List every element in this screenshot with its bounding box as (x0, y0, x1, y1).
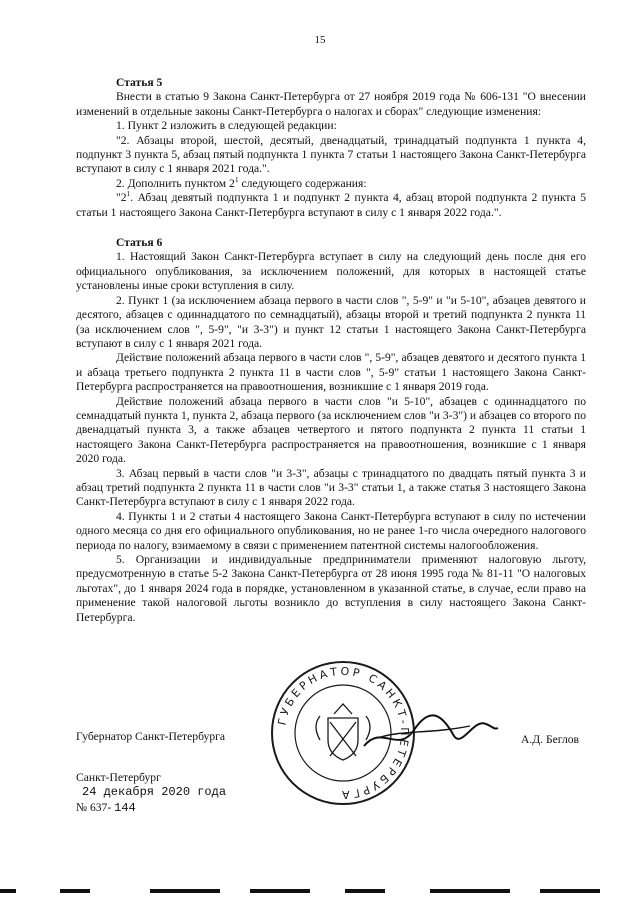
seal-ring-text: ГУБЕРНАТОР САНКТ-ПЕТЕРБУРГА (275, 664, 412, 802)
signer-name: А.Д. Беглов (521, 733, 580, 746)
law-number-suffix: 144 (114, 801, 136, 815)
article-5-intro: Внести в статью 9 Закона Санкт-Петербурга от 27 ноября 2019 года № 606-131 "О внесении изменений в отдельные законы Санкт-Петербурга о налогах и сборах" следующие изменения: (76, 90, 586, 118)
item-2-quote-b: . Абзац девятый подпункта 1 и подпункт 2 пункта 4, абзац второй подпункта 2 пункта 5 статьи 1 настоящего Закона Санкт-Петербурга вступают в силу с 1 января 2022 года.". (76, 191, 586, 219)
article-6-paragraph: 4. Пункты 1 и 2 статьи 4 настоящего Закона Санкт-Петербурга вступают в силу по истечении одного месяца со дня его официального опубликования, но не ранее 1-го числа очередного налогового периода по налогу, взимаемому в связи с применением патентной системы налогообложения. (76, 509, 586, 552)
article-5-item-1: 1. Пункт 2 изложить в следующей редакции: (116, 119, 337, 133)
article-6-paragraph: 1. Настоящий Закон Санкт-Петербурга вступает в силу на следующий день после дня его официального опубликования, за исключением положений, для которых в настоящей статье установлены иные сроки вступления в силу. (76, 250, 586, 293)
article-5-item-2-text (76, 191, 586, 220)
item-2-text-b: следующего содержания: (238, 176, 367, 190)
article-6-heading: Статья 6 (116, 236, 163, 250)
article-6-paragraph: Действие положений абзаца первого в части слов "и 5-10", абзацев с одиннадцатого по семнадцатый пункта 1, пункта 2, абзаца первого (за исключением слов "и 3-3") и абзацев со второго по двенадцатый пункта 3, а также абзацев четвертого и пятого подпункта 2 пункта 11 статьи 1 настоящего Закона Санкт-Петербурга распространяется на правоотношения, возникшие с 1 января 2020 года. (76, 394, 586, 466)
article-5-item-1-text: "2. Абзацы второй, шестой, десятый, двенадцатый, тринадцатый подпункта 1 пункта 4, подпункт 3 пункта 5, абзац пятый подпункта 1 пункта 7 статьи 1 настоящего Закона Санкт-Петербурга вступают в силу с 1 января 2021 года.". (76, 133, 586, 176)
article-6-paragraph: 5. Организации и индивидуальные предприниматели применяют налоговую льготу, предусмотренную в статье 5-2 Закона Санкт-Петербурга от 28 июня 1995 года № 81-11 "О налоговых льготах", до 1 января 2024 года в порядке, установленном в указанной статье, в случае, если право на применение такой налоговой льготы возникло до вступления в силу настоящего Закона Санкт-Петербурга. (76, 553, 586, 624)
governor-title: Губернатор Санкт-Петербурга (76, 730, 226, 743)
city: Санкт-Петербург (76, 771, 161, 784)
law-date: 24 декабря 2020 года (82, 785, 227, 799)
article-5-heading: Статья 5 (116, 76, 163, 89)
scan-edge-marks (0, 886, 640, 896)
handwritten-signature (360, 700, 500, 760)
document-body (76, 76, 586, 625)
page-number: 15 (314, 34, 326, 46)
item-2-quote-sup: 1 (126, 189, 131, 199)
law-number-prefix: № 637- (76, 801, 112, 814)
item-2-sup: 1 (234, 174, 239, 184)
place-date-block (76, 770, 226, 816)
law-number (76, 800, 226, 816)
article-6-paragraph: 2. Пункт 1 (за исключением абзаца первого в части слов ", 5-9" и "и 5-10", абзацев девятого и десятого, абзацев с одиннадцатого по семнадцатый), абзацы второй и третий подпункта 2 пункта 11 (за исключением слов ", 5-9", "и 3-3") и пункт 12 статьи 1 настоящего Закона Санкт-Петербурга вступают в силу с 1 января 2021 года. (76, 293, 586, 350)
article-5-item-2 (76, 174, 586, 191)
item-2-quote-a: "2 (116, 191, 127, 205)
article-6-paragraph: Действие положений абзаца первого в части слов ", 5-9", абзацев девятого и десятого пункта 1 и абзаца третьего подпункта 2 пункта 11 в части слов ", 5-9" статьи 1 настоящего Закона Санкт-Петербурга распространяется на правоотношения, возникшие с 1 января 2019 года. (76, 351, 586, 394)
item-2-text-a: 2. Дополнить пунктом 2 (116, 176, 235, 190)
article-6-paragraph: 3. Абзац первый в части слов "и 3-3", абзацы с тринадцатого по двадцать пятый пункта 3 и абзац третий подпункта 2 пункта 11 в части слов "и 3-3" статьи 1, а также статья 3 настоящего Закона Санкт-Петербурга вступают в силу с 1 января 2022 года. (76, 466, 586, 509)
